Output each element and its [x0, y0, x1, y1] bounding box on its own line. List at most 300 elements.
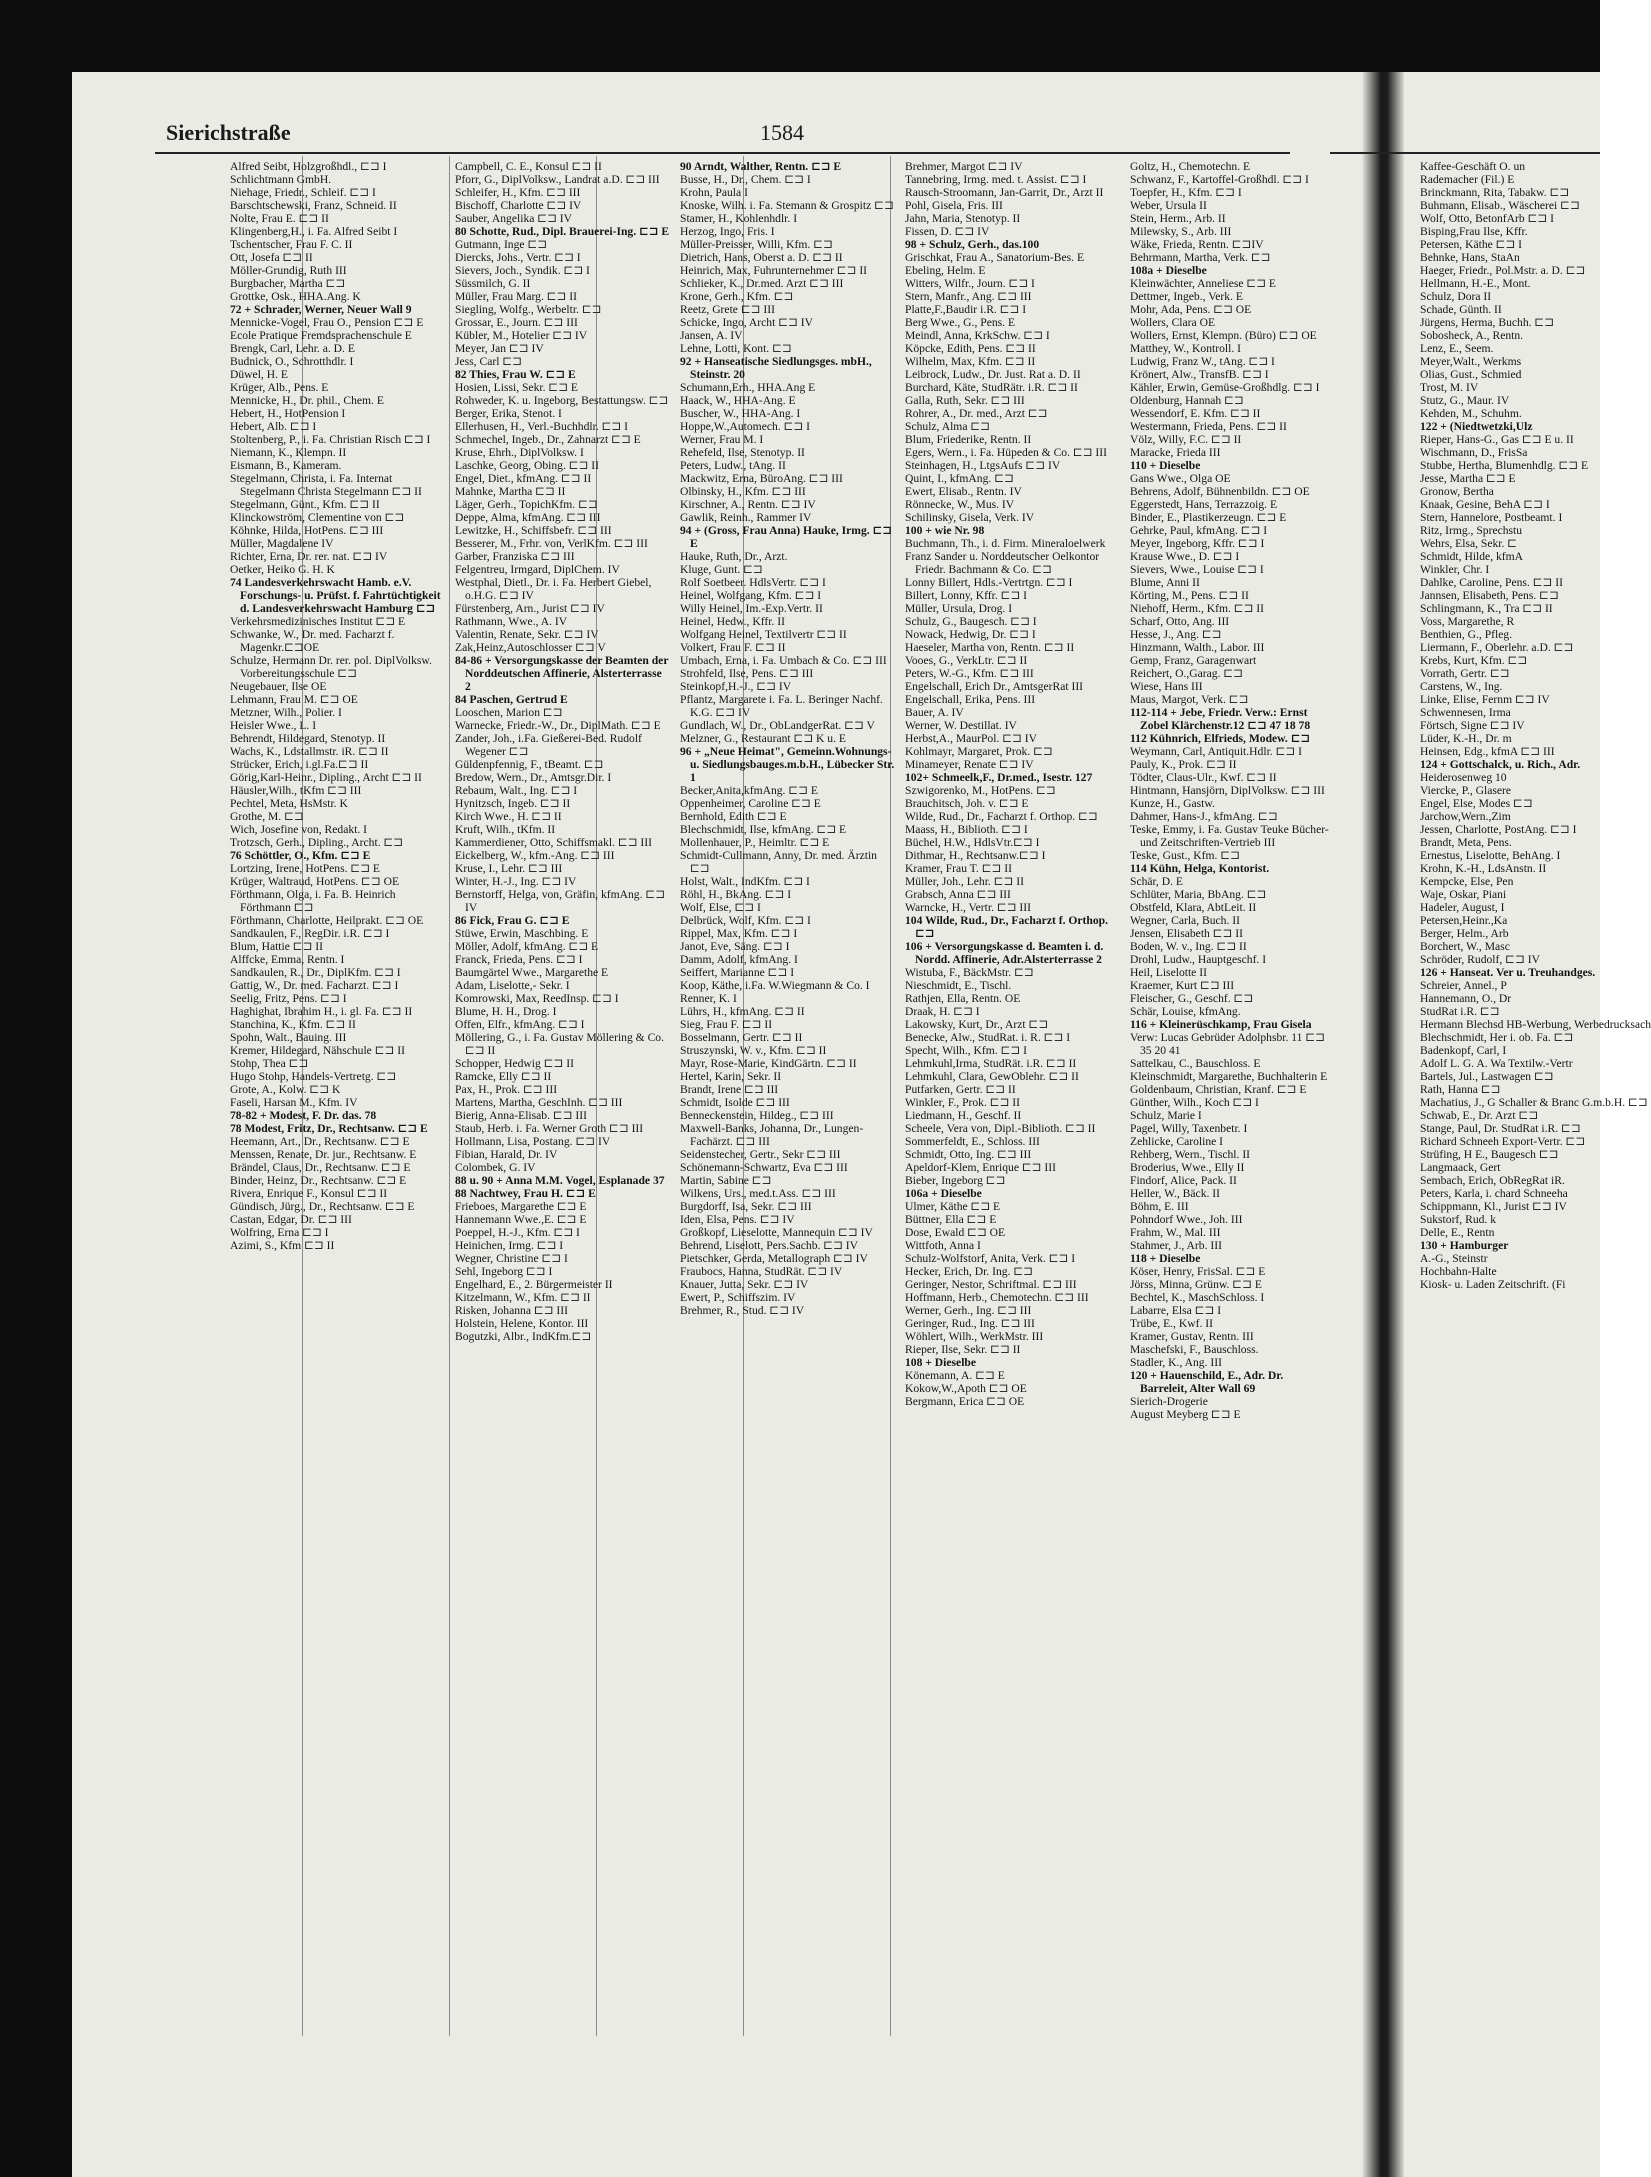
resident-entry: Schwennesen, Irma [1420, 706, 1511, 719]
resident-entry: Eggerstedt, Hans, Terrazzoig. E [1130, 498, 1278, 511]
resident-entry: Stadler, K., Ang. III [1130, 1356, 1222, 1369]
resident-entry: Wolf, Else, ⊏⊐ I [680, 901, 761, 914]
directory-column-1 [230, 160, 445, 1252]
resident-entry: Jesse, Martha ⊏⊐ E [1420, 472, 1516, 485]
house-number-entry: 108a + Dieselbe [1130, 264, 1207, 277]
resident-entry: Wich, Josefine von, Redakt. I [230, 823, 368, 836]
resident-entry: Hecker, Erich, Dr. Ing. ⊏⊐ [905, 1265, 1033, 1278]
resident-entry: Ernestus, Liselotte, BehAng. I [1420, 849, 1561, 862]
resident-entry: Wilde, Rud., Dr., Facharzt f. Orthop. ⊏⊐ [905, 810, 1098, 823]
resident-entry: Melzner, G., Restaurant ⊏⊐ K u. E [680, 732, 846, 745]
resident-entry: Kremer, Hildegard, Nähschule ⊏⊐ II [230, 1044, 405, 1057]
resident-entry: Carstens, W., Ing. [1420, 680, 1503, 693]
resident-entry: Fibian, Harald, Dr. IV [455, 1148, 558, 1161]
resident-entry: Schumann,Erh., HHA.Ang E [680, 381, 816, 394]
resident-entry: Felgentreu, Irmgard, DiplChem. IV [455, 563, 620, 576]
resident-entry: Schwanke, W., Dr. med. Facharzt f. Magenkr.⊏⊐OE [230, 628, 395, 654]
resident-entry: Brandt, Irene ⊏⊐ III [680, 1083, 779, 1096]
resident-entry: Colombek, G. IV [455, 1161, 536, 1174]
resident-entry: Dose, Ewald ⊏⊐ OE [905, 1226, 1006, 1239]
resident-entry: Spohn, Walt., Bauing. III [230, 1031, 347, 1044]
resident-entry: Brändel, Claus, Dr., Rechtsanw. ⊏⊐ E [230, 1161, 411, 1174]
resident-entry: Rönnecke, W., Mus. IV [905, 498, 1015, 511]
resident-entry: Menssen, Renate, Dr. jur., Rechtsanw. E [230, 1148, 417, 1161]
resident-entry: Maass, H., Biblioth. ⊏⊐ I [905, 823, 1028, 836]
resident-entry: Buchmann, Th., i. d. Firm. Mineraloelwerk [905, 537, 1106, 550]
resident-entry: Oldenburg, Hannah ⊏⊐ [1130, 394, 1244, 407]
resident-entry: Geringer, Nestor, Schriftmal. ⊏⊐ III [905, 1278, 1077, 1291]
resident-entry: Vooes, G., VerkLtr. ⊏⊐ II [905, 654, 1028, 667]
resident-entry: Kaffee-Geschäft O. un [1420, 160, 1526, 173]
resident-entry: Krönert, Alw., TransfB. ⊏⊐ I [1130, 368, 1269, 381]
resident-entry: Berger, Helm., Arb [1420, 927, 1509, 940]
house-number-entry: 130 + Hamburger [1420, 1239, 1509, 1252]
resident-entry: Teske, Gust., Kfm. ⊏⊐ [1130, 849, 1240, 862]
resident-entry: Dithmar, H., Rechtsanw.⊏⊐ I [905, 849, 1046, 862]
house-number-entry: 88 Nachtwey, Frau H. ⊏⊐ E [455, 1187, 596, 1200]
resident-entry: Rivera, Enrique F., Konsul ⊏⊐ II [230, 1187, 388, 1200]
resident-entry: Platte,F.,Baudir i.R. ⊏⊐ I [905, 303, 1027, 316]
resident-entry: Güldenpfennig, F., tBeamt. ⊏⊐ [455, 758, 604, 771]
resident-entry: Wilhelm, Max, Kfm. ⊏⊐ II [905, 355, 1036, 368]
resident-entry: August Meyberg ⊏⊐ E [1130, 1408, 1241, 1421]
resident-entry: Schmidt-Cullmann, Anny, Dr. med. Ärztin ⊏⊐ [680, 849, 877, 875]
resident-entry: Martens, Martha, GeschInh. ⊏⊐ III [455, 1096, 623, 1109]
house-number-entry: 112 Kühnrich, Elfrieds, Modew. ⊏⊐ [1130, 732, 1311, 745]
resident-entry: Sobosheck, A., Rentn. [1420, 329, 1524, 342]
resident-entry: Mennicke-Vogel, Frau O., Pension ⊏⊐ E [230, 316, 424, 329]
resident-entry: Schmidt, Otto, Ing. ⊏⊐ III [905, 1148, 1032, 1161]
resident-entry: Grothe, M. ⊏⊐ [230, 810, 304, 823]
resident-entry: Krone, Gerh., Kfm. ⊏⊐ [680, 290, 794, 303]
resident-entry: Brandt, Meta, Pens. [1420, 836, 1512, 849]
page-number: 1584 [760, 120, 804, 145]
resident-entry: Lehne, Lotti, Kont. ⊏⊐ [680, 342, 792, 355]
resident-entry: Verkehrsmedizinisches Institut ⊏⊐ E [230, 615, 406, 628]
resident-entry: Jensen, Elisabeth ⊏⊐ II [1130, 927, 1243, 940]
resident-entry: Billert, Lonny, Kffr. ⊏⊐ I [905, 589, 1028, 602]
resident-entry: Linke, Elise, Fernm ⊏⊐ IV [1420, 693, 1550, 706]
resident-entry: Förthmann, Olga, i. Fa. B. Heinrich Förthmann ⊏⊐ [230, 888, 396, 914]
resident-entry: Gemp, Franz, Garagenwart [1130, 654, 1257, 667]
resident-entry: Ulmer, Käthe ⊏⊐ E [905, 1200, 1001, 1213]
resident-entry: Hintmann, Hansjörn, DiplVolksw. ⊏⊐ III [1130, 784, 1325, 797]
resident-entry: Schlichtmann GmbH. [230, 173, 332, 186]
resident-entry: Borchert, W., Masc [1420, 940, 1510, 953]
resident-entry: Jess, Carl ⊏⊐ [455, 355, 522, 368]
resident-entry: Müller-Preisser, Willi, Kfm. ⊏⊐ [680, 238, 833, 251]
resident-entry: Putfarken, Gertr. ⊏⊐ II [905, 1083, 1016, 1096]
resident-entry: Wiese, Hans III [1130, 680, 1203, 693]
resident-entry: Düwel, H. E [230, 368, 288, 381]
resident-entry: Kokow,W.,Apoth ⊏⊐ OE [905, 1382, 1027, 1395]
resident-entry: Sievers, Wwe., Louise ⊏⊐ I [1130, 563, 1264, 576]
resident-entry: Burgbacher, Martha ⊏⊐ [230, 277, 346, 290]
directory-column-5 [1130, 160, 1330, 1421]
resident-entry: Trotzsch, Gerh., Dipling., Archt. ⊏⊐ [230, 836, 404, 849]
resident-entry: Komrowski, Max, ReedInsp. ⊏⊐ I [455, 992, 619, 1005]
resident-entry: Warnecke, Friedr.-W., Dr., DiplMath. ⊏⊐ E [455, 719, 661, 732]
resident-entry: Kunze, H., Gastw. [1130, 797, 1215, 810]
resident-entry: Liermann, F., Oberlehr. a.D. ⊏⊐ [1420, 641, 1574, 654]
resident-entry: Ecole Pratique Fremdsprachenschule E [230, 329, 412, 342]
resident-entry: Schulze, Hermann Dr. rer. pol. DiplVolksw. Vorbereitungsschule ⊏⊐ [230, 654, 432, 680]
resident-entry: Barschtschewski, Franz, Schneid. II [230, 199, 397, 212]
resident-entry: Behnke, Hans, StaAn [1420, 251, 1520, 264]
resident-entry: Hinzmann, Walth., Labor. III [1130, 641, 1265, 654]
resident-entry: Stanchina, K., Kfm. ⊏⊐ II [230, 1018, 356, 1031]
resident-entry: Engelschall, Erich Dr., AmtsgerRat III [905, 680, 1084, 693]
resident-entry: Stahmer, J., Arb. III [1130, 1239, 1222, 1252]
resident-entry: Knaak, Gesine, BehA ⊏⊐ I [1420, 498, 1550, 511]
resident-entry: Sandkaulen, F., RegDir. i.R. ⊏⊐ I [230, 927, 390, 940]
resident-entry: Kraemer, Kurt ⊏⊐ III [1130, 979, 1235, 992]
resident-entry: Meyer,Walt., Werkms [1420, 355, 1522, 368]
resident-entry: Staub, Herb. i. Fa. Werner Groth ⊏⊐ III [455, 1122, 644, 1135]
resident-entry: Eismann, B., Kameram. [230, 459, 342, 472]
resident-entry: Fürstenberg, Arn., Jurist ⊏⊐ IV [455, 602, 605, 615]
resident-entry: Stubbe, Hertha, Blumenhdlg. ⊏⊐ E [1420, 459, 1589, 472]
resident-entry: Haeger, Friedr., Pol.Mstr. a. D. ⊏⊐ [1420, 264, 1586, 277]
resident-entry: A.-G., Steinstr [1420, 1252, 1488, 1265]
resident-entry: Körting, M., Pens. ⊏⊐ II [1130, 589, 1249, 602]
house-number-entry: 84-86 + Versorgungskasse der Beamten der Norddeutschen Affinerie, Alsterterrasse 2 [455, 654, 669, 693]
resident-entry: Werner, Frau M. I [680, 433, 764, 446]
resident-entry: Völz, Willy, F.C. ⊏⊐ II [1130, 433, 1242, 446]
resident-entry: Grote, A., Kolw. ⊏⊐ K [230, 1083, 341, 1096]
resident-entry: Schicke, Ingo, Archt ⊏⊐ IV [680, 316, 813, 329]
resident-entry: Adam, Liselotte,- Sekr. I [455, 979, 570, 992]
resident-entry: Looschen, Marion ⊏⊐ [455, 706, 563, 719]
resident-entry: Benecke, Alw., StudRat. i. R. ⊏⊐ I [905, 1031, 1071, 1044]
resident-entry: Schulz, Marie I [1130, 1109, 1202, 1122]
resident-entry: Valentin, Renate, Sekr. ⊏⊐ IV [455, 628, 599, 641]
resident-entry: Peters, Karla, i. chard Schneeha [1420, 1187, 1568, 1200]
resident-entry: Behrend, Liselott, Pers.Sachb. ⊏⊐ IV [680, 1239, 859, 1252]
resident-entry: Röhl, H., BkAng. ⊏⊐ I [680, 888, 792, 901]
resident-entry: Reetz, Grete ⊏⊐ III [680, 303, 775, 316]
resident-entry: Benneckenstein, Hildeg., ⊏⊐ III [680, 1109, 834, 1122]
resident-entry: Bierig, Anna-Elisab. ⊏⊐ III [455, 1109, 587, 1122]
resident-entry: Sieg, Frau F. ⊏⊐ II [680, 1018, 773, 1031]
resident-entry: Läger, Gerh., TopichKfm. ⊏⊐ [455, 498, 598, 511]
resident-entry: Garber, Franziska ⊏⊐ III [455, 550, 575, 563]
resident-entry: StudRat i.R. ⊏⊐ [1420, 1005, 1500, 1018]
resident-entry: Ewert, P., Schiffszim. IV [680, 1291, 796, 1304]
resident-entry: Gündisch, Jürg., Dr., Rechtsanw. ⊏⊐ E [230, 1200, 415, 1213]
resident-entry: Scharf, Otto, Ang. III [1130, 615, 1230, 628]
resident-entry: Baumgärtel Wwe., Margarethe E [455, 966, 609, 979]
resident-entry: Sandkaulen, R., Dr., DiplKfm. ⊏⊐ I [230, 966, 401, 979]
resident-entry: Stern, Manfr., Ang. ⊏⊐ III [905, 290, 1032, 303]
resident-entry: Campbell, C. E., Konsul ⊏⊐ II [455, 160, 602, 173]
resident-entry: Pohndorf Wwe., Joh. III [1130, 1213, 1243, 1226]
resident-entry: Egers, Wern., i. Fa. Hüpeden & Co. ⊏⊐ III [905, 446, 1108, 459]
resident-entry: Köpcke, Edith, Pens. ⊏⊐ II [905, 342, 1036, 355]
resident-entry: Heinel, Wolfgang, Kfm. ⊏⊐ I [680, 589, 822, 602]
resident-entry: Hollmann, Lisa, Postang. ⊏⊐ IV [455, 1135, 611, 1148]
house-number-entry: 86 Fick, Frau G. ⊏⊐ E [455, 914, 570, 927]
resident-entry: Specht, Wilh., Kfm. ⊏⊐ I [905, 1044, 1027, 1057]
house-number-entry: 114 Kühn, Helga, Kontorist. [1130, 862, 1270, 875]
resident-entry: Schönemann-Schwartz, Eva ⊏⊐ III [680, 1161, 848, 1174]
resident-entry: Rohrer, A., Dr. med., Arzt ⊏⊐ [905, 407, 1048, 420]
resident-entry: Kramer, Gustav, Rentn. III [1130, 1330, 1254, 1343]
house-number-entry: 88 u. 90 + Anna M.M. Vogel, Esplanade 37 [455, 1174, 665, 1187]
resident-entry: Draak, H. ⊏⊐ I [905, 1005, 980, 1018]
resident-entry: Schwanz, F., Kartoffel-Großhdl. ⊏⊐ I [1130, 173, 1309, 186]
resident-entry: Nowack, Hedwig, Dr. ⊏⊐ I [905, 628, 1036, 641]
resident-entry: Langmaack, Gert [1420, 1161, 1501, 1174]
resident-entry: Hebert, Alb. ⊏⊐ I [230, 420, 317, 433]
resident-entry: Möller-Grundig, Ruth III [230, 264, 347, 277]
resident-entry: Mackwitz, Erna, BüroAng. ⊏⊐ III [680, 472, 843, 485]
resident-entry: Laschke, Georg, Obing. ⊏⊐ II [455, 459, 600, 472]
resident-entry: Kruft, Wilh., tKfm. II [455, 823, 556, 836]
resident-entry: Hoppe,W.,Automech. ⊏⊐ I [680, 420, 810, 433]
house-number-entry: 90 Arndt, Walther, Rentn. ⊏⊐ E [680, 160, 842, 173]
resident-entry: Broderius, Wwe., Elly II [1130, 1161, 1245, 1174]
resident-entry: Niemann, K., Klempn. II [230, 446, 347, 459]
house-number-entry: 104 Wilde, Rud., Dr., Facharzt f. Orthop. ⊏⊐ [905, 914, 1109, 940]
resident-entry: Rath, Hanna ⊏⊐ [1420, 1083, 1501, 1096]
resident-entry: Sehl, Ingeborg ⊏⊐ I [455, 1265, 553, 1278]
house-number-entry: 108 + Dieselbe [905, 1356, 977, 1369]
resident-entry: Trübe, E., Kwf. II [1130, 1317, 1213, 1330]
resident-entry: Gawlik, Reinh., Rammer IV [680, 511, 812, 524]
resident-entry: Pax, H., Prok. ⊏⊐ III [455, 1083, 558, 1096]
resident-entry: Oetker, Heiko G. H. K [230, 563, 335, 576]
resident-entry: Kiosk- u. Laden Zeitschrift. (Fi [1420, 1278, 1566, 1291]
resident-entry: Stoltenberg, P., i. Fa. Christian Risch ⊏⊐ I [230, 433, 431, 446]
resident-entry: Hochbahn-Halte [1420, 1265, 1497, 1278]
resident-entry: Lewitzke, H., Schiffsbefr. ⊏⊐ III [455, 524, 612, 537]
resident-entry: Maus, Margot, Verk. ⊏⊐ [1130, 693, 1249, 706]
resident-entry: Poeppel, H.-J., Kfm. ⊏⊐ I [455, 1226, 580, 1239]
resident-entry: Schlingmann, K., Tra ⊏⊐ II [1420, 602, 1553, 615]
house-number-entry: 92 + Hanseatische Siedlungsges. mbH., Steinstr. 20 [680, 355, 872, 381]
resident-entry: Meindl, Anna, KrkSchw. ⊏⊐ I [905, 329, 1050, 342]
resident-entry: Pechtel, Meta, HsMstr. K [230, 797, 348, 810]
resident-entry: Blume, H. H., Drog. I [455, 1005, 557, 1018]
resident-entry: Heller, W., Bäck. II [1130, 1187, 1221, 1200]
resident-entry: Herzog, Ingo, Fris. I [680, 225, 775, 238]
resident-entry: Kübler, M., Hotelier ⊏⊐ IV [455, 329, 588, 342]
resident-entry: Peters, W.-G., Kfm. ⊏⊐ III [905, 667, 1034, 680]
resident-entry: Haghighat, Ibrahim H., i. gl. Fa. ⊏⊐ II [230, 1005, 413, 1018]
resident-entry: Renner, K. I [680, 992, 737, 1005]
resident-entry: Hadeler, August, I [1420, 901, 1505, 914]
resident-entry: Heinichen, Irmg. ⊏⊐ I [455, 1239, 564, 1252]
resident-entry: Offen, Elfr., kfmAng. ⊏⊐ I [455, 1018, 585, 1031]
resident-entry: Gattig, W., Dr. med. Facharzt. ⊏⊐ I [230, 979, 399, 992]
resident-entry: Hebert, H., HotPension I [230, 407, 346, 420]
resident-entry: Janot, Eve, Säng. ⊏⊐ I [680, 940, 790, 953]
resident-entry: Peters, Ludw., tAng. II [680, 459, 786, 472]
resident-entry: Heisler Wwe., L. I [230, 719, 317, 732]
resident-entry: Iden, Elsa, Pens. ⊏⊐ IV [680, 1213, 795, 1226]
resident-entry: Holstein, Helene, Kontor. III [455, 1317, 589, 1330]
resident-entry: Rebaum, Walt., Ing. ⊏⊐ I [455, 784, 578, 797]
house-number-entry: 112-114 + Jebe, Friedr. Verw.: Ernst Zobel Klärchenstr.12 ⊏⊐ 47 18 78 [1130, 706, 1311, 732]
resident-entry: Quint, I., kfmAng. ⊏⊐ [905, 472, 1014, 485]
resident-entry: Frahm, W., Mal. III [1130, 1226, 1221, 1239]
resident-entry: Jansen, A. IV [680, 329, 743, 342]
resident-entry: Viercke, P., Glasere [1420, 784, 1512, 797]
resident-entry: Tschentscher, Frau F. C. II [230, 238, 353, 251]
resident-entry: Schopper, Hedwig ⊏⊐ II [455, 1057, 574, 1070]
resident-entry: Stern, Hannelore, Postbeamt. I [1420, 511, 1563, 524]
resident-entry: Mohr, Ada, Pens. ⊏⊐ OE [1130, 303, 1252, 316]
resident-entry: Burgdorff, Isa, Sekr. ⊏⊐ III [680, 1200, 812, 1213]
resident-entry: Labarre, Elsa ⊏⊐ I [1130, 1304, 1222, 1317]
resident-entry: Haeseler, Martha von, Rentn. ⊏⊐ II [905, 641, 1075, 654]
resident-entry: Großkopf, Lieselotte, Mannequin ⊏⊐ IV [680, 1226, 873, 1239]
resident-entry: Hermann Blechsd HB-Werbung, Werbedrucksach [1420, 1018, 1651, 1031]
resident-entry: Weber, Ursula II [1130, 199, 1207, 212]
resident-entry: Kruse, Ehrh., DiplVolksw. I [455, 446, 584, 459]
resident-entry: Rathmann, Wwe., A. IV [455, 615, 568, 628]
resident-entry: Lenz, E., Seem. [1420, 342, 1494, 355]
resident-entry: Winkler, F., Prok. ⊏⊐ II [905, 1096, 1021, 1109]
resident-entry: Könemann, A. ⊏⊐ E [905, 1369, 1005, 1382]
resident-entry: Wäke, Frieda, Rentn. ⊏⊐IV [1130, 238, 1264, 251]
resident-entry: Stamer, H., Kohlenhdlr. I [680, 212, 798, 225]
resident-entry: Büchel, H.W., HdlsVtr.⊏⊐ I [905, 836, 1040, 849]
resident-entry: Wischmann, D., FrisSa [1420, 446, 1528, 459]
resident-entry: Förthmann, Charlotte, Heilprakt. ⊏⊐ OE [230, 914, 424, 927]
resident-entry: Berg Wwe., G., Pens. E [905, 316, 1016, 329]
resident-entry: Schär, Louise, kfmAng. [1130, 1005, 1241, 1018]
house-number-entry: 106 + Versorgungskasse d. Beamten i. d. Nordd. Affinerie, Adr.Alsterterrasse 2 [905, 940, 1104, 966]
resident-entry: Damm, Adolf, kfmAng. I [680, 953, 798, 966]
resident-entry: Findorf, Alice, Pack. II [1130, 1174, 1237, 1187]
resident-entry: Mollenhauer, P., Heimltr. ⊏⊐ E [680, 836, 830, 849]
resident-entry: Jahn, Maria, Stenotyp. II [905, 212, 1021, 225]
house-number-entry: 106a + Dieselbe [905, 1187, 982, 1200]
resident-entry: Stein, Herm., Arb. II [1130, 212, 1226, 225]
resident-entry: Struszynski, W. v., Kfm. ⊏⊐ II [680, 1044, 827, 1057]
resident-entry: Lüder, K.-H., Dr. m [1420, 732, 1512, 745]
resident-entry: Machatius, J., G Schaller & Branc G.m.b.H. ⊏⊐ [1420, 1096, 1648, 1109]
resident-entry: Goltz, H., Chemotechn. E [1130, 160, 1251, 173]
scan-border-top [0, 0, 1600, 72]
resident-entry: Lortzing, Irene, HotPens. ⊏⊐ E [230, 862, 381, 875]
resident-entry: Wehrs, Elsa, Sekr. ⊏ [1420, 537, 1518, 550]
resident-entry: Goldenbaum, Christian, Kranf. ⊏⊐ E [1130, 1083, 1307, 1096]
resident-entry: Petersen, Käthe ⊏⊐ I [1420, 238, 1523, 251]
resident-entry: Ritz, Irmg., Sprechstu [1420, 524, 1523, 537]
resident-entry: Busse, H., Dr., Chem. ⊏⊐ I [680, 173, 811, 186]
resident-entry: Brauchitsch, Joh. v. ⊏⊐ E [905, 797, 1029, 810]
resident-entry: Richter, Erna, Dr. rer. nat. ⊏⊐ IV [230, 550, 388, 563]
resident-entry: Kleinschmidt, Margarethe, Buchhalterin E [1130, 1070, 1328, 1083]
resident-entry: Wolfgang Heinel, Textilvertr ⊏⊐ II [680, 628, 847, 641]
resident-entry: Lührs, H., kfmAng. ⊏⊐ II [680, 1005, 805, 1018]
resident-entry: Ramcke, Elly ⊏⊐ II [455, 1070, 552, 1083]
resident-entry: Ebeling, Helm. E [905, 264, 986, 277]
resident-entry: Milewsky, S., Arb. III [1130, 225, 1232, 238]
resident-entry: Schulz, G., Baugesch. ⊏⊐ I [905, 615, 1037, 628]
directory-column-3 [680, 160, 895, 1317]
resident-entry: Ellerhusen, H., Verl.-Buchhdlr. ⊏⊐ I [455, 420, 628, 433]
resident-entry: Pauly, K., Prok. ⊏⊐ II [1130, 758, 1237, 771]
resident-entry: Rausch-Stroomann, Jan-Garrit, Dr., Arzt II [905, 186, 1104, 199]
resident-entry: Wistuba, F., BäckMstr. ⊏⊐ [905, 966, 1034, 979]
resident-entry: Werner, Gerh., Ing. ⊏⊐ III [905, 1304, 1032, 1317]
resident-entry: Blechschmidt, Her i. ob. Fa. ⊏⊐ [1420, 1031, 1574, 1044]
resident-entry: Schilinsky, Gisela, Verk. IV [905, 511, 1035, 524]
resident-entry: Galla, Ruth, Sekr. ⊏⊐ III [905, 394, 1025, 407]
resident-entry: Strüfing, H E., Baugesch ⊏⊐ [1420, 1148, 1559, 1161]
resident-entry: Müller, Ursula, Drog. I [905, 602, 1013, 615]
resident-entry: Blum, Hattie ⊏⊐ II [230, 940, 324, 953]
resident-entry: Stange, Paul, Dr. StudRat i.R. ⊏⊐ [1420, 1122, 1581, 1135]
house-number-entry: 96 + „Neue Heimat", Gemeinn.Wohnungs-u. Siedlungsbauges.m.b.H., Lübecker Str. 1 [680, 745, 895, 784]
resident-entry: Strohfeld, Ilse, Pens. ⊏⊐ III [680, 667, 814, 680]
resident-entry: Blechschmidt, Ilse, kfmAng. ⊏⊐ E [680, 823, 847, 836]
resident-entry: Wollers, Clara OE [1130, 316, 1216, 329]
resident-entry: Hoffmann, Herb., Chemotechn. ⊏⊐ III [905, 1291, 1089, 1304]
resident-entry: Zak,Heinz,Autoschlosser ⊏⊐ V [455, 641, 606, 654]
resident-entry: Buhmann, Elisab., Wäscherei ⊏⊐ [1420, 199, 1580, 212]
resident-entry: Heiderosenweg 10 [1420, 771, 1507, 784]
resident-entry: Mennicke, H., Dr. phil., Chem. E [230, 394, 384, 407]
resident-entry: Brinckmann, Rita, Tabakw. ⊏⊐ [1420, 186, 1570, 199]
resident-entry: Bernstorff, Helga, von, Gräfin, kfmAng. ⊏⊐ IV [455, 888, 666, 914]
resident-entry: Waje, Oskar, Piani [1420, 888, 1507, 901]
resident-entry: Verw: Lucas Gebrüder Adolphsbr. 11 ⊏⊐ 35 20 41 [1130, 1031, 1325, 1057]
resident-entry: Möllering, G., i. Fa. Gustav Möllering & Co. ⊏⊐ II [455, 1031, 664, 1057]
resident-entry: Martin, Sabine ⊏⊐ [680, 1174, 772, 1187]
resident-entry: Heil, Liselotte II [1130, 966, 1207, 979]
house-number-entry: 116 + Kleinerüschkamp, Frau Gisela [1130, 1018, 1312, 1031]
resident-entry: Krohn, K.-H., LdsAnstn. II [1420, 862, 1547, 875]
resident-entry: Klingenberg,H., i. Fa. Alfred Seibt I [230, 225, 398, 238]
resident-entry: Sievers, Joch., Syndik. ⊏⊐ I [455, 264, 590, 277]
resident-entry: Krebs, Kurt, Kfm. ⊏⊐ [1420, 654, 1528, 667]
house-number-entry: 126 + Hanseat. Ver u. Treuhandges. [1420, 966, 1596, 979]
resident-entry: Knoske, Wilh. i. Fa. Stemann & Grospitz ⊏⊐ [680, 199, 894, 212]
resident-entry: Winkler, Chr. I [1420, 563, 1490, 576]
resident-entry: Minameyer, Renate ⊏⊐ IV [905, 758, 1034, 771]
resident-entry: Bieber, Ingeborg ⊏⊐ [905, 1174, 1006, 1187]
resident-entry: Liedmann, H., Geschf. II [905, 1109, 1022, 1122]
resident-entry: Rieper, Hans-G., Gas ⊏⊐ E u. II [1420, 433, 1574, 446]
resident-entry: Kohlmayr, Margaret, Prok. ⊏⊐ [905, 745, 1053, 758]
column-divider [449, 156, 450, 2036]
resident-entry: Seelig, Fritz, Pens. ⊏⊐ I [230, 992, 347, 1005]
house-number-entry: 72 + Schrader, Werner, Neuer Wall 9 [230, 303, 412, 316]
house-number-entry: 78-82 + Modest, F. Dr. das. 78 [230, 1109, 377, 1122]
resident-entry: Sukstorf, Rud. k [1420, 1213, 1497, 1226]
house-number-entry: 98 + Schulz, Gerh., das.100 [905, 238, 1040, 251]
resident-entry: Scheele, Vera von, Dipl.-Biblioth. ⊏⊐ II [905, 1122, 1096, 1135]
resident-entry: Warncke, H., Vertr. ⊏⊐ III [905, 901, 1031, 914]
resident-entry: Rohweder, K. u. Ingeborg, Bestattungsw. ⊏⊐ [455, 394, 669, 407]
resident-entry: Mahnke, Martha ⊏⊐ II [455, 485, 566, 498]
resident-entry: Gronow, Bertha [1420, 485, 1494, 498]
resident-entry: Seidenstecher, Gertr., Sekr ⊏⊐ III [680, 1148, 841, 1161]
resident-entry: Schmechel, Ingeb., Dr., Zahnarzt ⊏⊐ E [455, 433, 641, 446]
resident-entry: Bechtel, K., MaschSchloss. I [1130, 1291, 1265, 1304]
resident-entry: Tannebring, Irmg. med. t. Assist. ⊏⊐ I [905, 173, 1087, 186]
resident-entry: Brengk, Carl, Lehr. a. D. E [230, 342, 355, 355]
house-number-entry: 74 Landesverkehrswacht Hamb. e.V. Forschungs- u. Prüfst. f. Fahrtüchtigkeit d. Landesverkehrswacht Hamburg ⊏⊐ [230, 576, 441, 615]
resident-entry: Olias, Gust., Schmied [1420, 368, 1522, 381]
resident-entry: Voss, Margarethe, R [1420, 615, 1515, 628]
resident-entry: Hauke, Ruth, Dr., Arzt. [680, 550, 788, 563]
